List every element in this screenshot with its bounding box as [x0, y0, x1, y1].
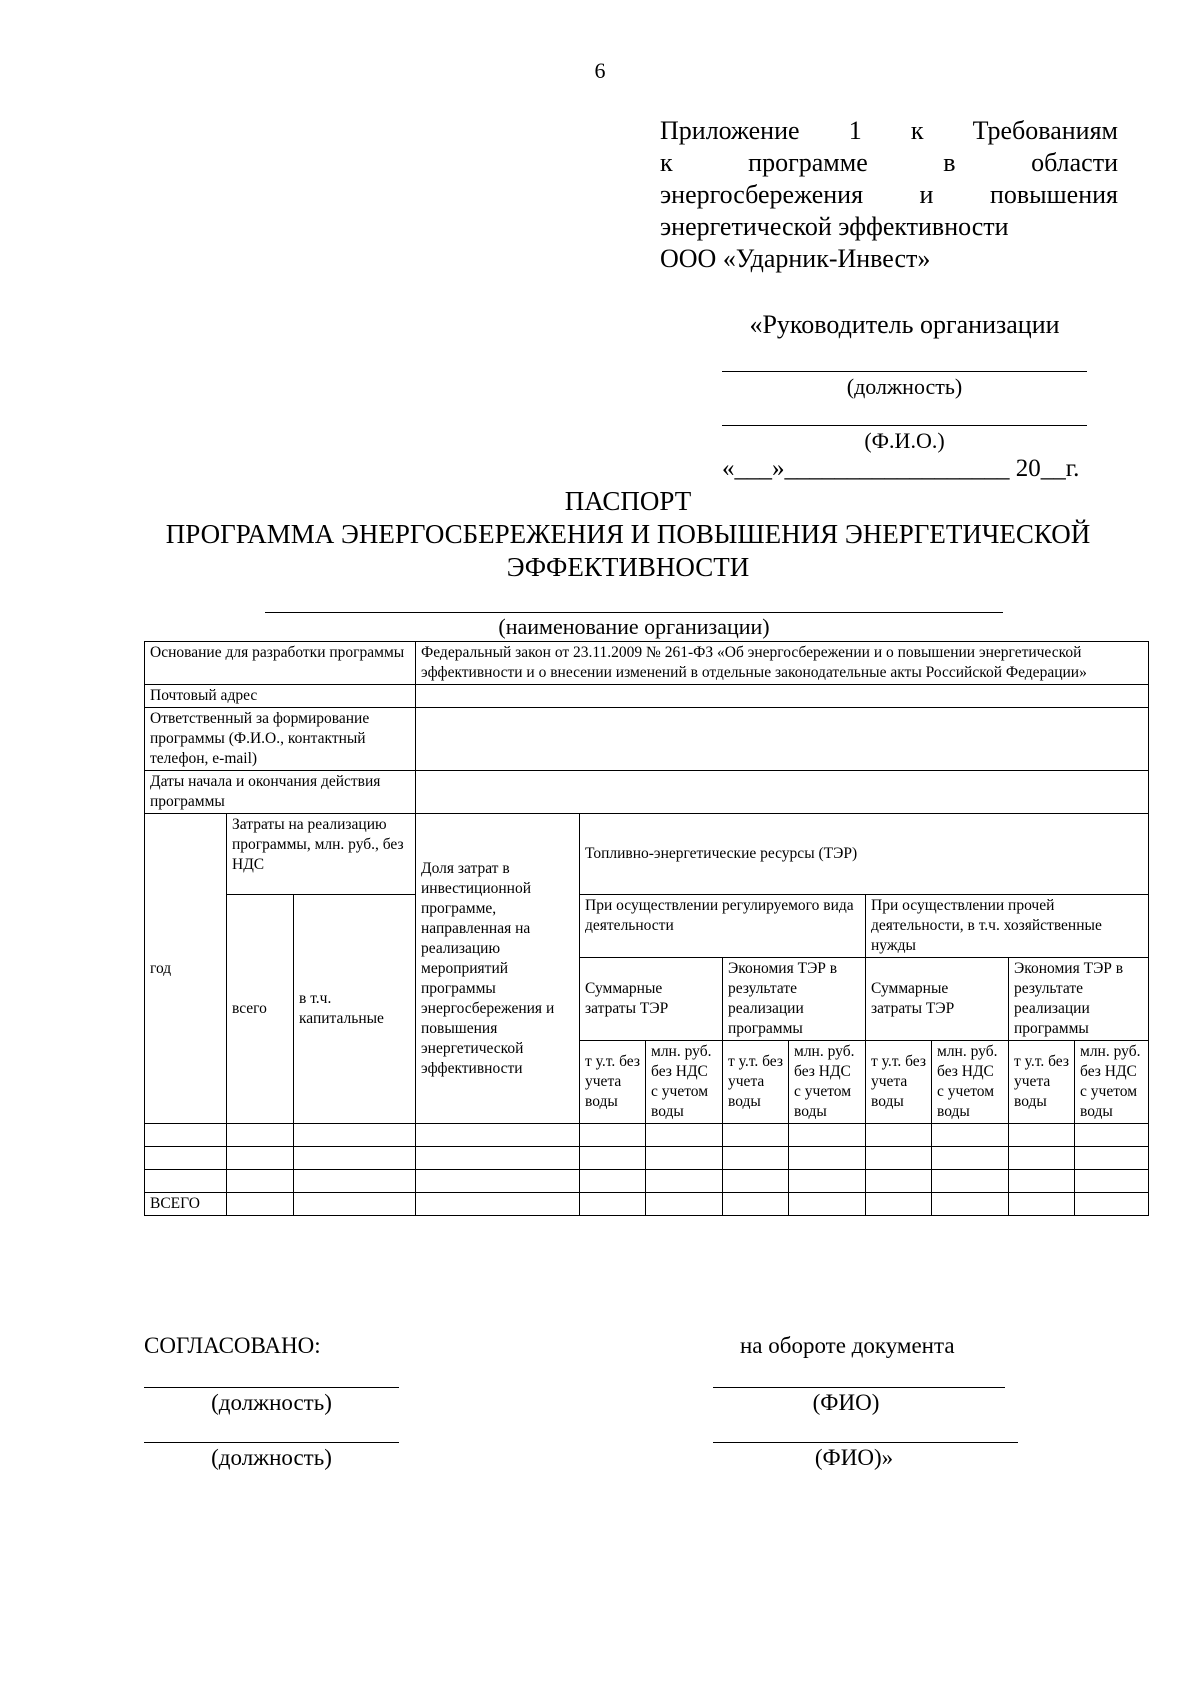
costs-header: Затраты на реализацию программы, млн. руб., без НДС	[227, 814, 416, 895]
table-cell[interactable]	[1009, 1170, 1075, 1193]
unit-tut-header: т у.т. без учета воды	[580, 1041, 646, 1124]
organization-caption: (наименование организации)	[498, 614, 770, 639]
table-cell[interactable]	[723, 1124, 789, 1147]
table-row	[145, 1147, 1149, 1170]
position-2-caption: (должность)	[211, 1445, 332, 1470]
agreed-label: СОГЛАСОВАНО:	[144, 1333, 321, 1358]
title-passport: ПАСПОРТ	[564, 486, 692, 516]
table-cell[interactable]	[227, 1170, 294, 1193]
basis-row	[145, 642, 1149, 685]
unit-tut-header: т у.т. без учета воды	[1009, 1041, 1075, 1124]
table-cell[interactable]	[580, 1147, 646, 1170]
costs-capital-header: в т.ч. капитальные	[294, 895, 416, 1124]
table-cell[interactable]	[723, 1170, 789, 1193]
unit-rub-header: млн. руб. без НДС с учетом воды	[789, 1041, 866, 1124]
table-cell[interactable]	[866, 1170, 932, 1193]
table-cell[interactable]	[145, 1170, 227, 1193]
table-cell[interactable]	[1075, 1147, 1149, 1170]
organization-name-line	[265, 612, 1003, 613]
basis-value: Федеральный закон от 23.11.2009 № 261-ФЗ «Об энергосбережении и о повышении энергетической эффективности и о внесении изменений в отдельные законодательные акты Российской Федерации»	[416, 642, 1149, 685]
table-cell[interactable]	[416, 1147, 580, 1170]
position-1-caption: (должность)	[211, 1390, 332, 1415]
table-row	[145, 1124, 1149, 1147]
unit-rub-header: млн. руб. без НДС с учетом воды	[646, 1041, 723, 1124]
table-cell[interactable]	[932, 1193, 1009, 1216]
position-signature-line	[722, 371, 1087, 372]
responsible-row	[145, 708, 1149, 771]
appendix-line-3: энергосбережения и повышения	[660, 180, 1118, 209]
page-number: 6	[594, 58, 606, 83]
fio-signature-line	[722, 425, 1087, 426]
fio-2-signature-line	[713, 1442, 1018, 1443]
table-cell[interactable]	[227, 1147, 294, 1170]
reverse-note: на обороте документа	[740, 1333, 955, 1358]
table-cell[interactable]	[145, 1124, 227, 1147]
table-cell[interactable]	[227, 1193, 294, 1216]
table-cell[interactable]	[580, 1193, 646, 1216]
unit-rub-header: млн. руб. без НДС с учетом воды	[932, 1041, 1009, 1124]
table-cell[interactable]	[646, 1170, 723, 1193]
table-cell[interactable]	[723, 1193, 789, 1216]
other-economy-header: Экономия ТЭР в результате реализации программы	[1009, 958, 1149, 1041]
regulated-header: При осуществлении регулируемого вида деятельности	[580, 895, 866, 958]
dates-value[interactable]	[416, 771, 1149, 814]
table-cell[interactable]	[866, 1147, 932, 1170]
table-cell[interactable]	[932, 1124, 1009, 1147]
table-cell[interactable]	[789, 1147, 866, 1170]
year-header: год	[145, 814, 227, 1124]
approval-date-line: «___»__________________ 20__г.	[722, 455, 1080, 482]
total-row	[145, 1193, 1149, 1216]
other-header: При осуществлении прочей деятельности, в т.ч. хозяйственные нужды	[866, 895, 1149, 958]
table-cell[interactable]	[416, 1170, 580, 1193]
table-cell[interactable]	[416, 1193, 580, 1216]
appendix-line-2: к программе в области	[660, 148, 1118, 177]
table-cell[interactable]	[646, 1193, 723, 1216]
table-cell[interactable]	[580, 1124, 646, 1147]
unit-rub-header: млн. руб. без НДС с учетом воды	[1075, 1041, 1149, 1124]
address-row	[145, 685, 1149, 708]
table-cell[interactable]	[416, 1124, 580, 1147]
regulated-economy-header: Экономия ТЭР в результате реализации программы	[723, 958, 866, 1041]
table-cell[interactable]	[789, 1193, 866, 1216]
address-label: Почтовый адрес	[145, 685, 416, 708]
table-cell[interactable]	[294, 1170, 416, 1193]
other-sum-costs-header: Суммарные затраты ТЭР	[866, 958, 1009, 1041]
appendix-line-1: Приложение 1 к Требованиям	[660, 116, 1118, 145]
responsible-value[interactable]	[416, 708, 1149, 771]
table-cell[interactable]	[866, 1124, 932, 1147]
table-cell[interactable]	[580, 1170, 646, 1193]
dates-row	[145, 771, 1149, 814]
header-row-1	[145, 814, 1149, 895]
fio-2-caption: (ФИО)»	[814, 1445, 894, 1470]
table-cell[interactable]	[789, 1170, 866, 1193]
appendix-line-4: энергетической эффективности	[660, 212, 1009, 241]
table-row	[145, 1170, 1149, 1193]
unit-tut-header: т у.т. без учета воды	[723, 1041, 789, 1124]
position-1-signature-line	[144, 1387, 399, 1388]
position-2-signature-line	[144, 1442, 399, 1443]
fio-1-signature-line	[713, 1387, 1005, 1388]
appendix-line-5: ООО «Ударник-Инвест»	[660, 244, 931, 273]
table-cell[interactable]	[789, 1124, 866, 1147]
table-cell[interactable]	[723, 1147, 789, 1170]
table-cell[interactable]	[1009, 1147, 1075, 1170]
approval-block	[722, 310, 1087, 340]
table-cell[interactable]	[866, 1193, 932, 1216]
passport-table	[144, 641, 1149, 1216]
basis-label: Основание для разработки программы	[145, 642, 416, 685]
table-cell[interactable]	[1075, 1193, 1149, 1216]
dates-label: Даты начала и окончания действия программы	[145, 771, 416, 814]
appendix-note	[660, 115, 1118, 275]
unit-tut-header: т у.т. без учета воды	[866, 1041, 932, 1124]
fio-1-caption: (ФИО)	[812, 1390, 880, 1415]
approval-head: «Руководитель организации	[749, 310, 1060, 339]
table-cell[interactable]	[1075, 1170, 1149, 1193]
title-program: ПРОГРАММА ЭНЕРГОСБЕРЕЖЕНИЯ И ПОВЫШЕНИЯ ЭНЕРГЕТИЧЕСКОЙ ЭФФЕКТИВНОСТИ	[165, 519, 1091, 582]
header-row-2	[145, 895, 1149, 958]
position-caption: (должность)	[846, 374, 963, 399]
share-header: Доля затрат в инвестиционной программе, направленная на реализацию мероприятий программы энергосбережения и повышения энергетической эффективности	[416, 814, 580, 1124]
table-cell[interactable]	[294, 1193, 416, 1216]
table-cell[interactable]	[145, 1147, 227, 1170]
table-cell[interactable]	[294, 1147, 416, 1170]
regulated-sum-costs-header: Суммарные затраты ТЭР	[580, 958, 723, 1041]
table-cell[interactable]	[932, 1170, 1009, 1193]
table-cell[interactable]	[1075, 1124, 1149, 1147]
table-cell[interactable]	[294, 1124, 416, 1147]
fio-caption: (Ф.И.О.)	[864, 428, 945, 453]
address-value[interactable]	[416, 685, 1149, 708]
table-cell[interactable]	[1009, 1193, 1075, 1216]
costs-total-header: всего	[227, 895, 294, 1124]
table-cell[interactable]	[932, 1147, 1009, 1170]
table-cell[interactable]	[1009, 1124, 1075, 1147]
table-cell[interactable]	[646, 1124, 723, 1147]
table-cell[interactable]	[646, 1147, 723, 1170]
total-row-label: ВСЕГО	[145, 1193, 227, 1216]
ter-header: Топливно-энергетические ресурсы (ТЭР)	[580, 814, 1149, 895]
document-title	[138, 485, 1118, 584]
responsible-label: Ответственный за формирование программы (Ф.И.О., контактный телефон, e-mail)	[145, 708, 416, 771]
table-cell[interactable]	[227, 1124, 294, 1147]
